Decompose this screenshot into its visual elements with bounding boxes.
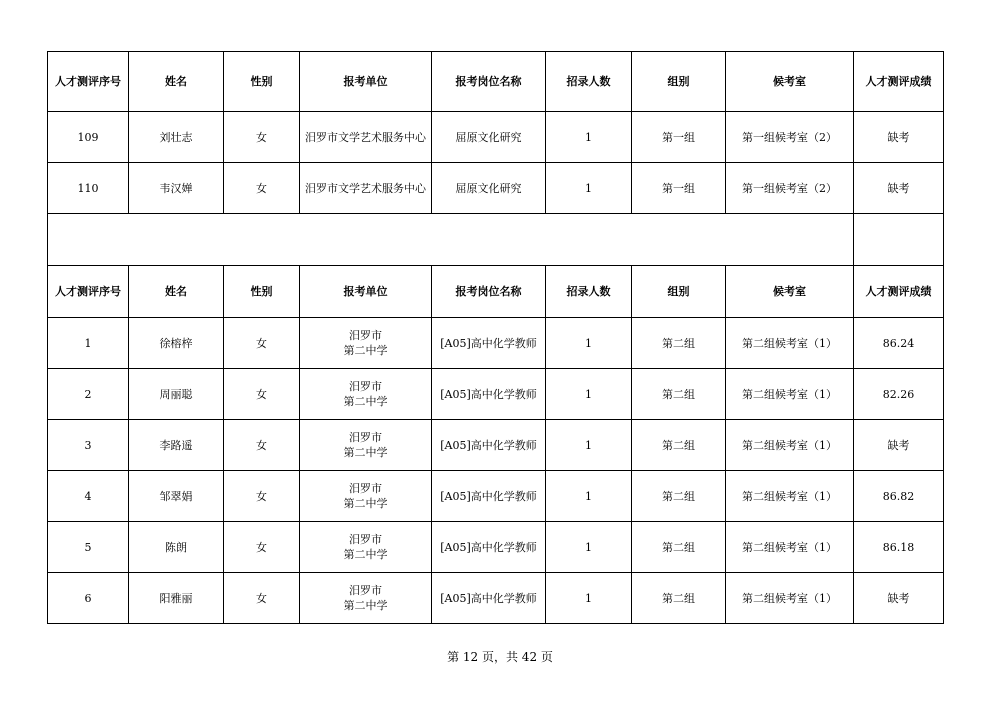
name-cell: 刘壮志 <box>129 112 224 163</box>
position-cell: [A05]高中化学教师 <box>432 471 546 522</box>
room-cell: 第一组候考室（2） <box>726 112 854 163</box>
quota-cell: 1 <box>546 369 632 420</box>
table-row <box>48 112 944 163</box>
unit-line-1: 汨罗市 <box>349 431 382 444</box>
name-cell: 徐榕梓 <box>129 318 224 369</box>
gender-cell: 女 <box>224 369 300 420</box>
position-cell: [A05]高中化学教师 <box>432 318 546 369</box>
gender-cell: 女 <box>224 573 300 624</box>
seq-cell: 5 <box>48 522 129 573</box>
quota-cell: 1 <box>546 522 632 573</box>
group-cell: 第二组 <box>632 369 726 420</box>
header-cell-gender: 性别 <box>224 52 300 112</box>
score-cell: 缺考 <box>854 112 944 163</box>
score-cell: 82.26 <box>854 369 944 420</box>
table-row <box>48 573 944 624</box>
group-cell: 第二组 <box>632 420 726 471</box>
header-cell-gender: 性别 <box>224 266 300 318</box>
unit-line-1: 汨罗市 <box>349 584 382 597</box>
header-cell-seq: 人才测评序号 <box>48 52 129 112</box>
unit-cell <box>300 471 432 522</box>
spacer-row <box>48 214 944 266</box>
room-cell: 第二组候考室（1） <box>726 369 854 420</box>
seq-cell: 2 <box>48 369 129 420</box>
position-cell: [A05]高中化学教师 <box>432 573 546 624</box>
unit-cell: 汨罗市文学艺术服务中心 <box>300 112 432 163</box>
unit-line-2: 第二中学 <box>343 599 388 612</box>
header-cell-score: 人才测评成绩 <box>854 266 944 318</box>
score-cell: 86.18 <box>854 522 944 573</box>
group-cell: 第一组 <box>632 112 726 163</box>
gender-cell: 女 <box>224 420 300 471</box>
group-cell: 第二组 <box>632 318 726 369</box>
table-row <box>48 318 944 369</box>
name-cell: 阳雅丽 <box>129 573 224 624</box>
gender-cell: 女 <box>224 112 300 163</box>
unit-line-1: 汨罗市 <box>349 329 382 342</box>
unit-line-1: 汨罗市 <box>349 482 382 495</box>
unit-line-2: 第二中学 <box>343 548 388 561</box>
header-row <box>48 52 944 112</box>
header-cell-seq: 人才测评序号 <box>48 266 129 318</box>
score-cell: 86.24 <box>854 318 944 369</box>
header-cell-position: 报考岗位名称 <box>432 52 546 112</box>
room-cell: 第一组候考室（2） <box>726 163 854 214</box>
gender-cell: 女 <box>224 522 300 573</box>
position-cell: [A05]高中化学教师 <box>432 369 546 420</box>
table-row <box>48 471 944 522</box>
group-cell: 第二组 <box>632 573 726 624</box>
header-cell-quota: 招录人数 <box>546 52 632 112</box>
room-cell: 第二组候考室（1） <box>726 318 854 369</box>
position-cell: [A05]高中化学教师 <box>432 522 546 573</box>
header-cell-group: 组别 <box>632 52 726 112</box>
gender-cell: 女 <box>224 471 300 522</box>
quota-cell: 1 <box>546 573 632 624</box>
seq-cell: 1 <box>48 318 129 369</box>
table-row <box>48 522 944 573</box>
quota-cell: 1 <box>546 163 632 214</box>
unit-line-2: 第二中学 <box>343 497 388 510</box>
group-cell: 第一组 <box>632 163 726 214</box>
table-row <box>48 369 944 420</box>
unit-cell: 汨罗市文学艺术服务中心 <box>300 163 432 214</box>
seq-cell: 3 <box>48 420 129 471</box>
unit-cell <box>300 573 432 624</box>
header-cell-position: 报考岗位名称 <box>432 266 546 318</box>
header-cell-name: 姓名 <box>129 266 224 318</box>
group-cell: 第二组 <box>632 471 726 522</box>
unit-cell <box>300 522 432 573</box>
name-cell: 韦汉婵 <box>129 163 224 214</box>
spacer-cell <box>854 214 944 266</box>
header-row <box>48 266 944 318</box>
header-cell-group: 组别 <box>632 266 726 318</box>
name-cell: 邹翠娟 <box>129 471 224 522</box>
seq-cell: 109 <box>48 112 129 163</box>
quota-cell: 1 <box>546 471 632 522</box>
unit-line-2: 第二中学 <box>343 344 388 357</box>
room-cell: 第二组候考室（1） <box>726 420 854 471</box>
name-cell: 陈朗 <box>129 522 224 573</box>
name-cell: 李路遥 <box>129 420 224 471</box>
header-cell-unit: 报考单位 <box>300 266 432 318</box>
header-cell-room: 候考室 <box>726 52 854 112</box>
header-cell-score: 人才测评成绩 <box>854 52 944 112</box>
gender-cell: 女 <box>224 163 300 214</box>
group-cell: 第二组 <box>632 522 726 573</box>
position-cell: 屈原文化研究 <box>432 163 546 214</box>
header-cell-unit: 报考单位 <box>300 52 432 112</box>
seq-cell: 4 <box>48 471 129 522</box>
unit-line-1: 汨罗市 <box>349 380 382 393</box>
score-cell: 缺考 <box>854 573 944 624</box>
spacer-cell <box>48 214 854 266</box>
name-cell: 周丽聪 <box>129 369 224 420</box>
candidate-table <box>47 51 944 624</box>
seq-cell: 6 <box>48 573 129 624</box>
position-cell: 屈原文化研究 <box>432 112 546 163</box>
room-cell: 第二组候考室（1） <box>726 471 854 522</box>
score-cell: 86.82 <box>854 471 944 522</box>
room-cell: 第二组候考室（1） <box>726 522 854 573</box>
unit-cell <box>300 318 432 369</box>
score-cell: 缺考 <box>854 420 944 471</box>
gender-cell: 女 <box>224 318 300 369</box>
quota-cell: 1 <box>546 318 632 369</box>
unit-cell <box>300 369 432 420</box>
unit-line-2: 第二中学 <box>343 446 388 459</box>
room-cell: 第二组候考室（1） <box>726 573 854 624</box>
table-row <box>48 163 944 214</box>
header-cell-room: 候考室 <box>726 266 854 318</box>
position-cell: [A05]高中化学教师 <box>432 420 546 471</box>
header-cell-name: 姓名 <box>129 52 224 112</box>
score-cell: 缺考 <box>854 163 944 214</box>
quota-cell: 1 <box>546 420 632 471</box>
page-footer: 第 12 页，共 42 页 <box>447 650 553 664</box>
header-cell-quota: 招录人数 <box>546 266 632 318</box>
quota-cell: 1 <box>546 112 632 163</box>
seq-cell: 110 <box>48 163 129 214</box>
table-row <box>48 420 944 471</box>
unit-cell <box>300 420 432 471</box>
unit-line-2: 第二中学 <box>343 395 388 408</box>
unit-line-1: 汨罗市 <box>349 533 382 546</box>
